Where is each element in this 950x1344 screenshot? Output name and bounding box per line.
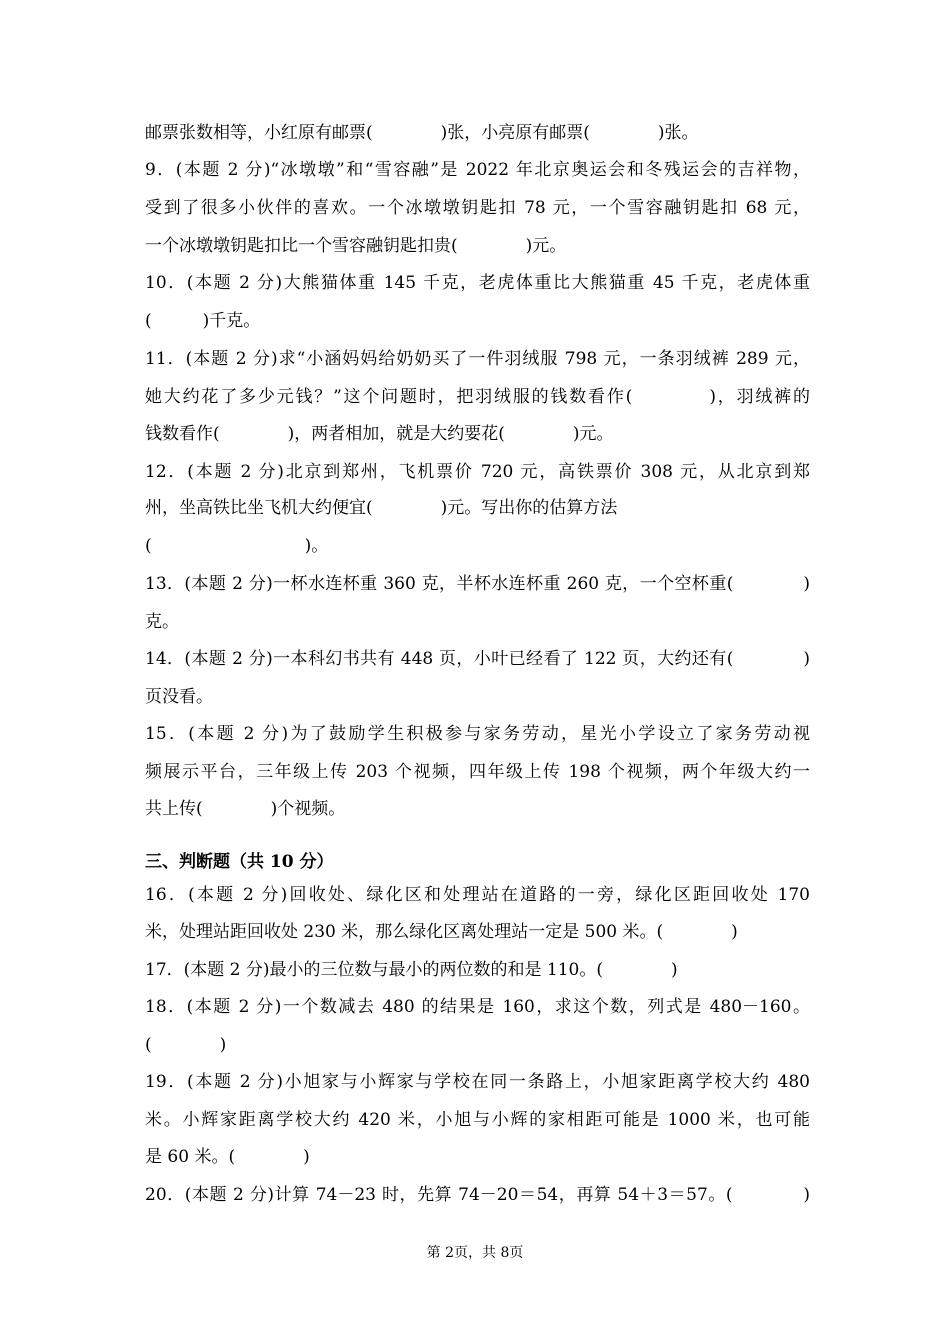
q16-line-2: 米，处理站距回收处 230 米，那么绿化区离处理站一定是 500 米。( ) [145,922,738,942]
q13-line-2: 克。 [145,612,179,632]
q16-line-1: 16．(本题 2 分)回收处、绿化区和处理站在道路的一旁，绿化区距回收处 170 [145,885,810,905]
q9-line-1: 9．(本题 2 分)“冰墩墩”和“雪容融”是 2022 年北京奥运会和冬残运会的吉祥物， [145,160,810,180]
q12-line-3: ( )。 [145,536,329,556]
q13-line-1: 13．(本题 2 分)一杯水连杯重 360 克，半杯水连杯重 260 克，一个空杯重( ) [145,574,810,594]
q14-line-2: 页没看。 [145,687,213,707]
q11-line-1: 11．(本题 2 分)求“小涵妈妈给奶奶买了一件羽绒服 798 元，一条羽绒裤 289 元， [145,349,810,369]
q17-line-1: 17．(本题 2 分)最小的三位数与最小的两位数的和是 110。( ) [145,960,678,980]
q10-line-2: ( )千克。 [145,311,261,331]
q12-line-2: 州，坐高铁比坐飞机大约便宜( )元。写出你的估算方法 [145,498,618,518]
q11-line-2: 她大约花了多少元钱？”这个问题时，把羽绒服的钱数看作( )，羽绒裤的 [145,387,810,407]
q15-line-1: 15．(本题 2 分)为了鼓励学生积极参与家务劳动，星光小学设立了家务劳动视 [145,724,810,744]
q19-line-1: 19．(本题 2 分)小旭家与小辉家与学校在同一条路上，小旭家距离学校大约 480 [145,1072,810,1092]
q18-line-1: 18．(本题 2 分)一个数减去 480 的结果是 160，求这个数，列式是 480－160。 [145,997,810,1017]
q18-line-2: ( ) [145,1035,227,1055]
q9-line-2: 受到了很多小伙伴的喜欢。一个冰墩墩钥匙扣 78 元，一个雪容融钥匙扣 68 元， [145,198,810,218]
q9-line-3: 一个冰墩墩钥匙扣比一个雪容融钥匙扣贵( )元。 [145,236,567,256]
q19-line-3: 是 60 米。( ) [145,1147,310,1167]
section-title-judgement: 三、判断题（共 10 分） [145,852,334,872]
q15-line-2: 频展示平台，三年级上传 203 个视频，四年级上传 198 个视频，两个年级大约一 [145,762,810,782]
q12-line-1: 12．(本题 2 分)北京到郑州，飞机票价 720 元，高铁票价 308 元，从北京到郑 [145,462,810,482]
q19-line-2: 米。小辉家距离学校大约 420 米，小旭与小辉的家相距可能是 1000 米，也可能 [145,1110,810,1130]
q10-line-1: 10．(本题 2 分)大熊猫体重 145 千克，老虎体重比大熊猫重 45 千克，老虎体重 [145,273,810,293]
q15-line-3: 共上传( )个视频。 [145,799,346,819]
q8-line-end: 邮票张数相等，小红原有邮票( )张，小亮原有邮票( )张。 [145,123,699,143]
q11-line-3: 钱数看作( )，两者相加，就是大约要花( )元。 [145,424,614,444]
q14-line-1: 14．(本题 2 分)一本科幻书共有 448 页，小叶已经看了 122 页，大约还有( ) [145,649,810,669]
q20-line-1: 20．(本题 2 分)计算 74－23 时，先算 74－20＝54，再算 54＋3＝57。( ) [145,1185,810,1205]
page-footer: 第 2页，共 8页 [426,1245,524,1261]
